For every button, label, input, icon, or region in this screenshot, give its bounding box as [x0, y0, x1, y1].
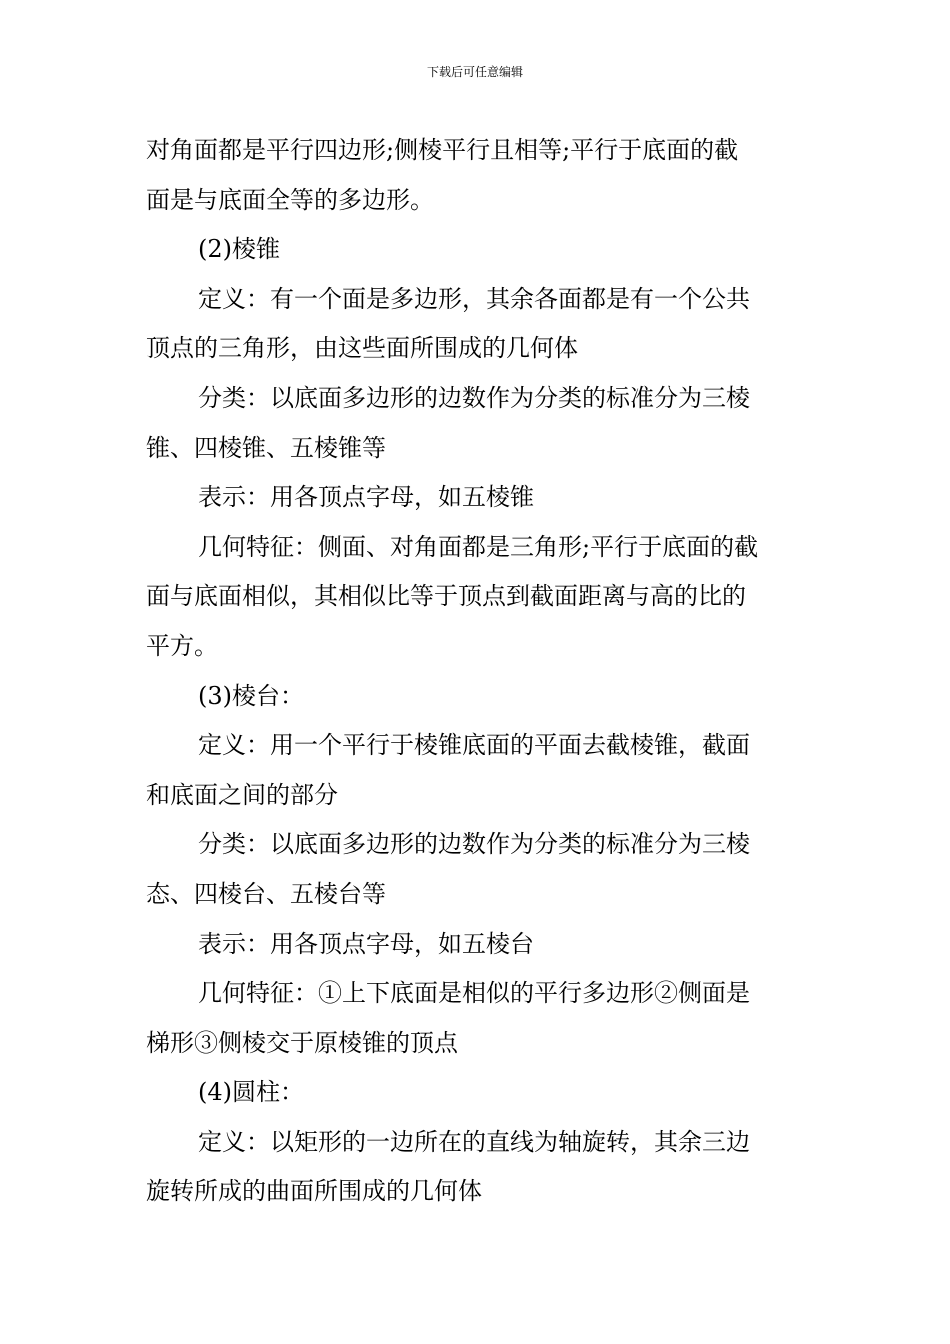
- text-line: 定义：以矩形的一边所在的直线为轴旋转，其余三边: [198, 1127, 750, 1156]
- text-line: 对角面都是平行四边形;侧棱平行且相等;平行于底面的截: [146, 136, 739, 164]
- text-line: 表示：用各顶点字母，如五棱台: [198, 929, 534, 958]
- text-line: 分类：以底面多边形的边数作为分类的标准分为三棱: [198, 383, 750, 412]
- text-line: 几何特征：①上下底面是相似的平行多边形②侧面是: [198, 979, 750, 1008]
- section-heading-pyramid: (2)棱锥: [198, 235, 280, 264]
- text-line: 表示：用各顶点字母，如五棱锥: [198, 483, 534, 512]
- text-line: 几何特征：侧面、对角面都是三角形;平行于底面的截: [198, 532, 759, 561]
- text-line: 定义：用一个平行于棱锥底面的平面去截棱锥，截面: [198, 731, 750, 760]
- section-heading-cylinder: (4)圆柱：: [198, 1078, 304, 1107]
- text-line: 态、四棱台、五棱台等: [146, 879, 386, 908]
- section-heading-frustum: (3)棱台：: [198, 681, 304, 710]
- text-line: 旋转所成的曲面所围成的几何体: [146, 1177, 482, 1206]
- text-line: 顶点的三角形，由这些面所围成的几何体: [146, 334, 578, 363]
- page-header: 下载后可任意编辑: [426, 65, 523, 79]
- text-line: 平方。: [146, 631, 218, 660]
- text-line: 锥、四棱锥、五棱锥等: [146, 433, 386, 462]
- text-line: 面是与底面全等的多边形。: [146, 185, 434, 214]
- text-line: 分类：以底面多边形的边数作为分类的标准分为三棱: [198, 830, 750, 859]
- text-line: 和底面之间的部分: [146, 780, 338, 809]
- text-lines: [146, 126, 808, 1217]
- text-line: 面与底面相似，其相似比等于顶点到截面距离与高的比的: [146, 582, 746, 611]
- text-line: 定义：有一个面是多边形，其余各面都是有一个公共: [198, 284, 750, 313]
- document-body: [146, 126, 808, 1217]
- text-line: 梯形③侧棱交于原棱锥的顶点: [146, 1028, 458, 1057]
